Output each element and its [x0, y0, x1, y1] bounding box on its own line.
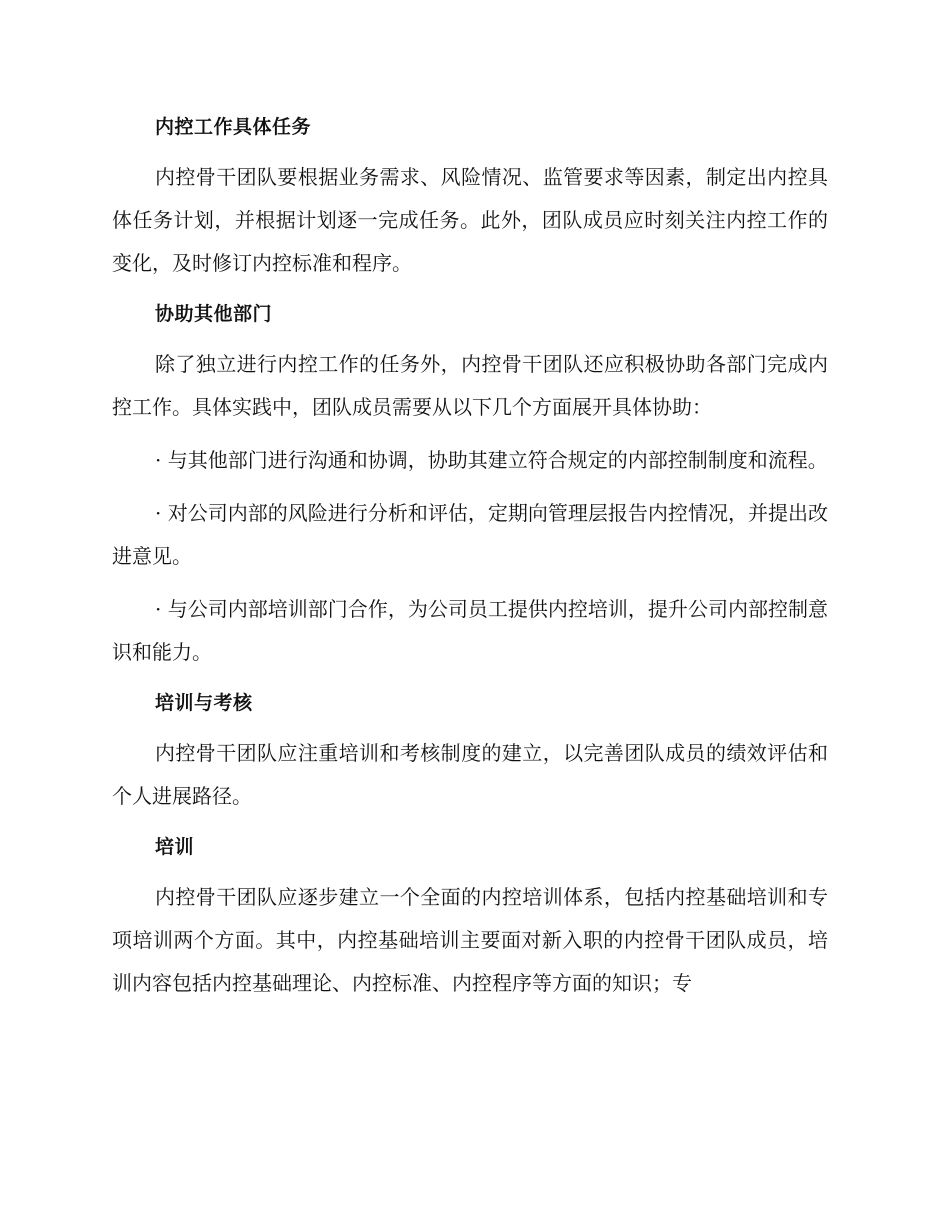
- paragraph: 内控骨干团队应逐步建立一个全面的内控培训体系，包括内控基础培训和专项培训两个方面。其中，内控基础培训主要面对新入职的内控骨干团队成员，培训内容包括内控基础理论、内控标准、内控程序等方面的知识；专: [112, 885, 828, 995]
- bullet-item: · 对公司内部的风险进行分析和评估，定期向管理层报告内控情况，并提出改进意见。: [112, 501, 828, 568]
- document-body: [112, 108, 828, 1015]
- bullet-item: · 与其他部门进行沟通和协调，协助其建立符合规定的内部控制制度和流程。: [155, 448, 828, 472]
- paragraph: 除了独立进行内控工作的任务外，内控骨干团队还应积极协助各部门完成内控工作。具体实践中，团队成员需要从以下几个方面展开具体协助：: [112, 352, 828, 419]
- bullet-item: · 与公司内部培训部门合作，为公司员工提供内控培训，提升公司内部控制意识和能力。: [112, 597, 828, 664]
- section-heading-training: 培训: [155, 836, 195, 858]
- paragraph: 内控骨干团队要根据业务需求、风险情况、监管要求等因素，制定出内控具体任务计划，并根据计划逐一完成任务。此外，团队成员应时刻关注内控工作的变化，及时修订内控标准和程序。: [112, 165, 828, 275]
- section-heading-training-assessment: 培训与考核: [155, 692, 253, 714]
- section-heading-internal-control-tasks: 内控工作具体任务: [155, 116, 312, 138]
- paragraph: 内控骨干团队应注重培训和考核制度的建立，以完善团队成员的绩效评估和个人进展路径。: [112, 741, 828, 808]
- section-heading-assist-departments: 协助其他部门: [155, 303, 273, 325]
